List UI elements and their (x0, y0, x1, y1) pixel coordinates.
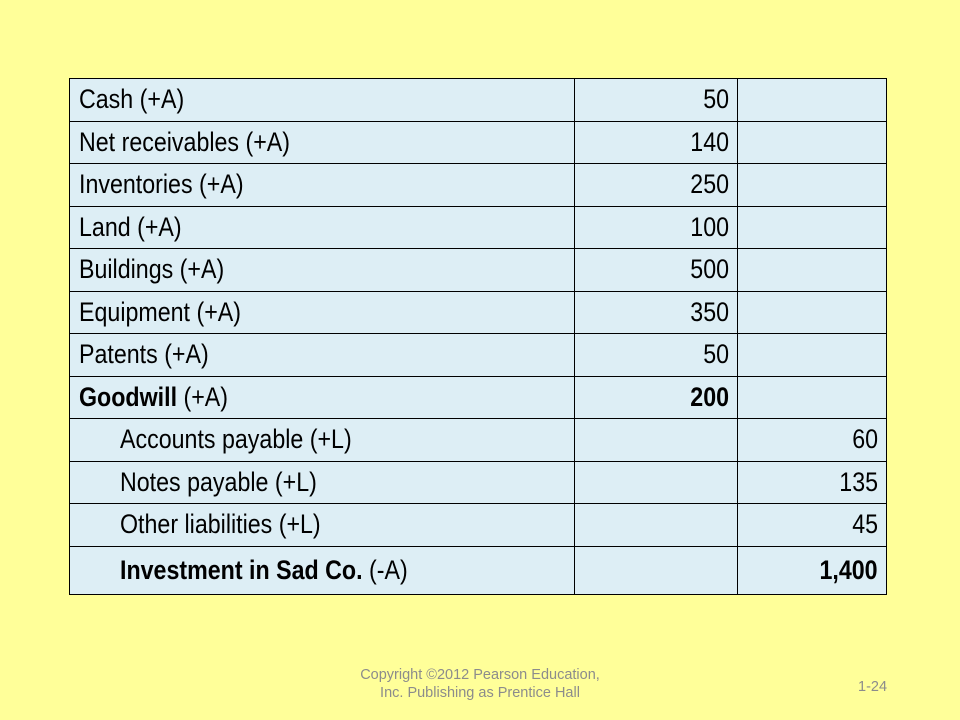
account-name (120, 424, 352, 455)
account-name (79, 254, 224, 285)
credit-cell (738, 376, 887, 419)
debit-amount: 200 (690, 381, 729, 412)
account-name (79, 212, 182, 243)
account-name (79, 382, 228, 413)
credit-cell (738, 419, 887, 462)
account-name-cell (70, 249, 575, 292)
account-name-text: (-A) (362, 554, 408, 585)
account-name-text: Inventories (+A) (79, 169, 244, 200)
account-name (79, 339, 209, 370)
journal-entry-row (70, 419, 887, 462)
debit-cell (575, 79, 738, 122)
credit-cell (738, 164, 887, 207)
slide-number: 1-24 (858, 679, 888, 695)
credit-cell (738, 291, 887, 334)
account-name-cell (70, 164, 575, 207)
account-name-cell (70, 376, 575, 419)
journal-entry-row (70, 164, 887, 207)
account-name (79, 127, 290, 158)
debit-cell (575, 164, 738, 207)
debit-cell (575, 291, 738, 334)
account-name-cell (70, 334, 575, 377)
account-name-text: Patents (+A) (79, 339, 209, 370)
account-name (120, 555, 408, 586)
credit-cell (738, 121, 887, 164)
copyright-line-2: Inc. Publishing as Prentice Hall (380, 685, 580, 701)
debit-cell (575, 376, 738, 419)
account-name-cell (70, 291, 575, 334)
debit-cell (575, 546, 738, 594)
account-name (120, 467, 317, 498)
credit-cell (738, 334, 887, 377)
account-name-text: Buildings (+A) (79, 254, 225, 285)
account-name (120, 509, 321, 540)
credit-amount: 1,400 (819, 554, 878, 585)
credit-cell (738, 79, 887, 122)
account-name-cell (70, 504, 575, 547)
debit-amount: 100 (690, 211, 729, 242)
account-name-text: Net receivables (+A) (79, 126, 291, 157)
account-name-bold: Investment in Sad Co. (120, 554, 363, 585)
account-name (79, 297, 241, 328)
journal-entry-row (70, 376, 887, 419)
account-name-text: Equipment (+A) (79, 296, 241, 327)
debit-cell (575, 206, 738, 249)
credit-cell (738, 546, 887, 594)
account-name-cell (70, 419, 575, 462)
account-name-text: Cash (+A) (79, 84, 185, 115)
account-name-cell (70, 546, 575, 594)
journal-entry-row (70, 121, 887, 164)
credit-cell (738, 504, 887, 547)
credit-cell (738, 206, 887, 249)
account-name-cell (70, 461, 575, 504)
journal-entry-row (70, 249, 887, 292)
credit-amount: 60 (852, 424, 878, 455)
account-name-cell (70, 206, 575, 249)
journal-entry-row (70, 206, 887, 249)
credit-cell (738, 249, 887, 292)
journal-entry-row (70, 546, 887, 594)
debit-amount: 250 (690, 169, 729, 200)
journal-entry-row (70, 291, 887, 334)
account-name-bold: Goodwill (79, 381, 178, 412)
journal-entry-row (70, 79, 887, 122)
debit-cell (575, 334, 738, 377)
debit-amount: 50 (703, 84, 729, 115)
account-name (79, 84, 184, 115)
debit-cell (575, 249, 738, 292)
account-name-text: Other liabilities (+L) (120, 509, 321, 540)
debit-amount: 350 (690, 296, 729, 327)
debit-amount: 50 (703, 339, 729, 370)
debit-cell (575, 504, 738, 547)
copyright-line-1: Copyright ©2012 Pearson Education, (360, 667, 600, 683)
account-name-text: (+A) (177, 381, 229, 412)
debit-amount: 500 (690, 254, 729, 285)
copyright-footer (320, 666, 640, 702)
debit-cell (575, 419, 738, 462)
debit-amount: 140 (690, 126, 729, 157)
account-name-text: Notes payable (+L) (120, 466, 317, 497)
credit-amount: 45 (852, 509, 878, 540)
credit-cell (738, 461, 887, 504)
debit-cell (575, 461, 738, 504)
journal-entry-table (69, 78, 887, 595)
account-name-cell (70, 121, 575, 164)
account-name (79, 169, 244, 200)
account-name-text: Land (+A) (79, 211, 182, 242)
journal-entry-row (70, 334, 887, 377)
account-name-cell (70, 79, 575, 122)
journal-entry-row (70, 504, 887, 547)
journal-entry-body (70, 79, 887, 595)
credit-amount: 135 (839, 466, 878, 497)
debit-cell (575, 121, 738, 164)
account-name-text: Accounts payable (+L) (120, 424, 352, 455)
journal-entry-row (70, 461, 887, 504)
